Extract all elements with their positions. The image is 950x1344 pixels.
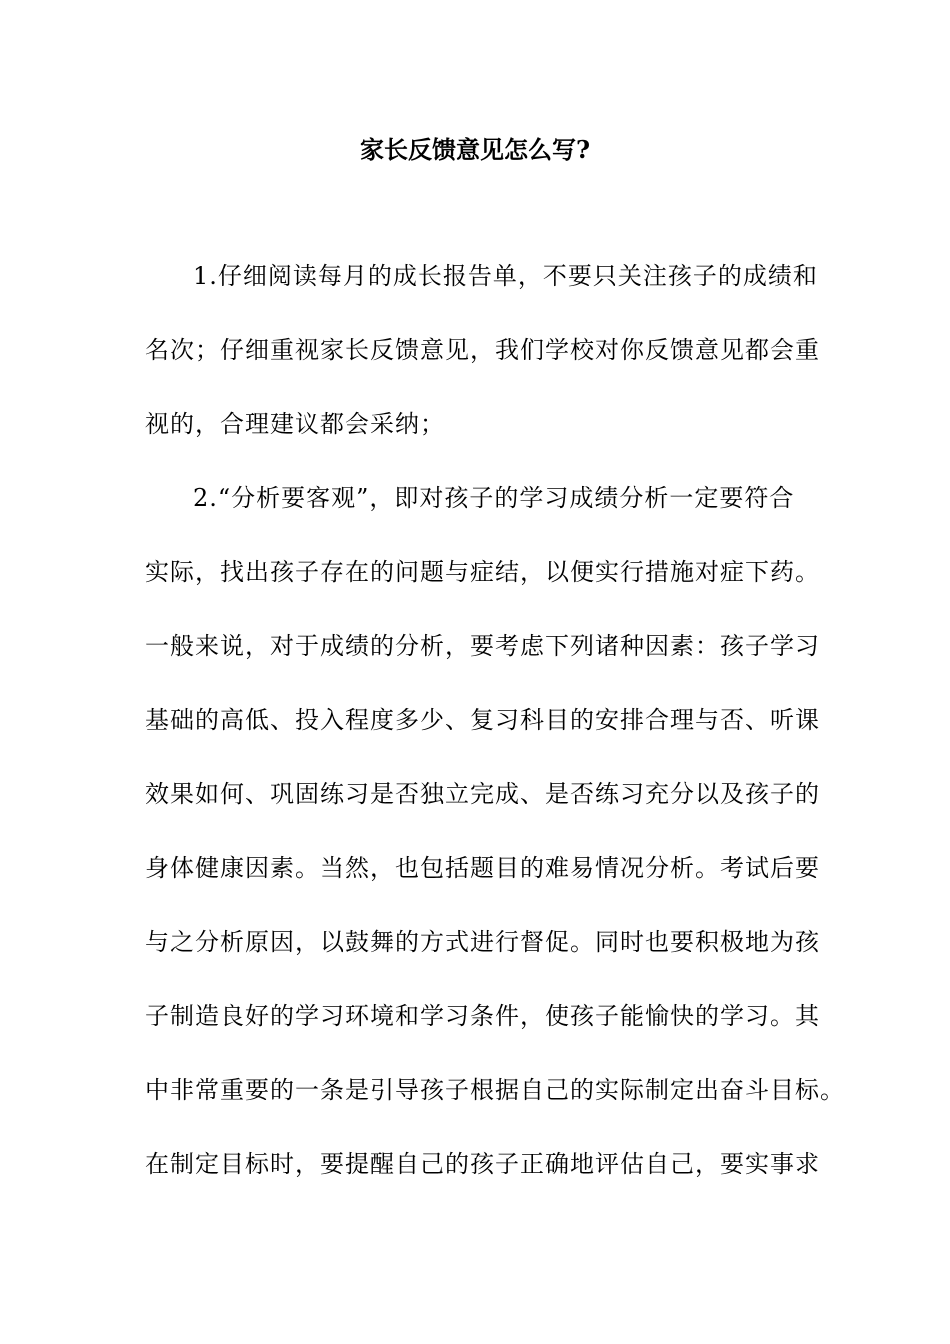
paragraph-line: 与之分析原因，以鼓舞的方式进行督促。同时也要积极地为孩	[145, 928, 820, 956]
paragraph-line: 2.“分析要客观”，即对孩子的学习成绩分析一定要符合	[193, 484, 795, 512]
paragraph-line: 在制定目标时，要提醒自己的孩子正确地评估自己，要实事求	[145, 1150, 820, 1178]
paragraph-line: 1.仔细阅读每月的成长报告单，不要只关注孩子的成绩和	[193, 262, 818, 290]
paragraph-line: 实际，找出孩子存在的问题与症结，以便实行措施对症下药。	[145, 558, 820, 586]
paragraph-line: 子制造良好的学习环境和学习条件，使孩子能愉快的学习。其	[145, 1002, 820, 1030]
paragraph-line: 基础的高低、投入程度多少、复习科目的安排合理与否、听课	[145, 706, 820, 734]
page-title: 家长反馈意见怎么写?	[359, 135, 591, 164]
paragraph-line: 一般来说，对于成绩的分析，要考虑下列诸种因素：孩子学习	[145, 632, 820, 660]
paragraph-line: 视的，合理建议都会采纳；	[145, 410, 445, 438]
paragraph-line: 效果如何、巩固练习是否独立完成、是否练习充分以及孩子的	[145, 780, 820, 808]
paragraph-line: 名次；仔细重视家长反馈意见，我们学校对你反馈意见都会重	[145, 336, 820, 364]
paragraph-line: 身体健康因素。当然，也包括题目的难易情况分析。考试后要	[145, 854, 820, 882]
paragraph-line: 中非常重要的一条是引导孩子根据自己的实际制定出奋斗目标。	[145, 1076, 845, 1104]
